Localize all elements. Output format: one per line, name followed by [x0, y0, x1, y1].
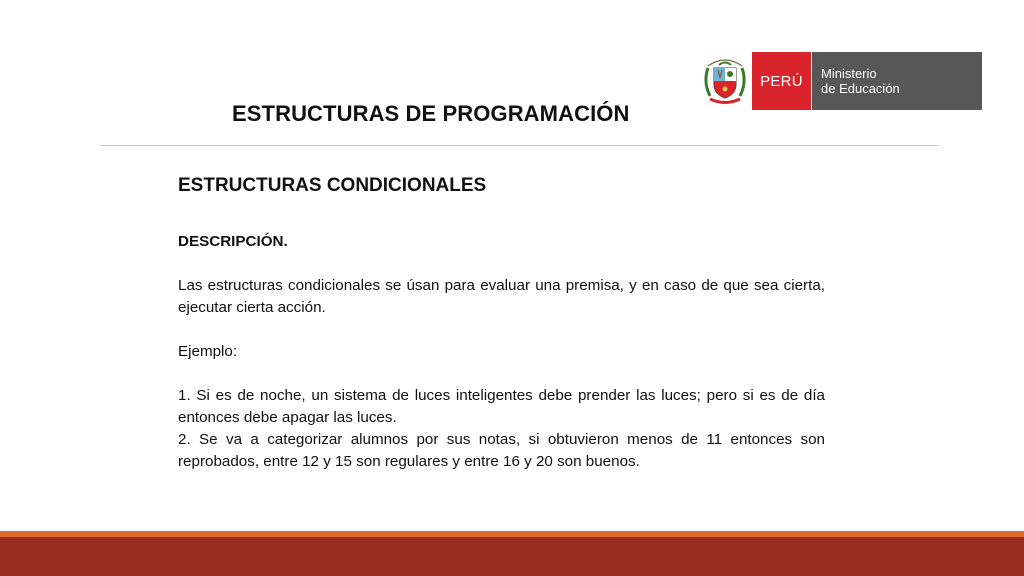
example-item-2: 2. Se va a categorizar alumnos por sus notas, si obtuvieron menos de 11 entonces son reprobados, entre 12 y 15 son regulares y entre 16 y 20 son buenos. [178, 431, 825, 470]
coat-of-arms-logo [700, 52, 750, 110]
section-subtitle: ESTRUCTURAS CONDICIONALES [178, 175, 487, 196]
title-divider [100, 145, 938, 146]
country-label: PERÚ [760, 72, 803, 90]
ministry-line-2: de Educación [821, 81, 900, 96]
peru-brand-box [752, 52, 811, 110]
footer-bar [0, 537, 1024, 576]
page-title: ESTRUCTURAS DE PROGRAMACIÓN [232, 101, 630, 126]
description-text: Las estructuras condicionales se úsan para evaluar una premisa, y en caso de que sea cierta, ejecutar cierta acción. [178, 277, 825, 316]
example-label: Ejemplo: [178, 343, 238, 360]
peru-coat-of-arms-icon [700, 52, 750, 110]
description-label: DESCRIPCIÓN. [178, 233, 288, 250]
example-item-1: 1. Si es de noche, un sistema de luces inteligentes debe prender las luces; pero si es de día entonces debe apagar las luces. [178, 387, 825, 426]
ministry-line-1: Ministerio [821, 66, 877, 81]
body-content [178, 231, 825, 473]
ministry-brand-box [812, 52, 982, 110]
